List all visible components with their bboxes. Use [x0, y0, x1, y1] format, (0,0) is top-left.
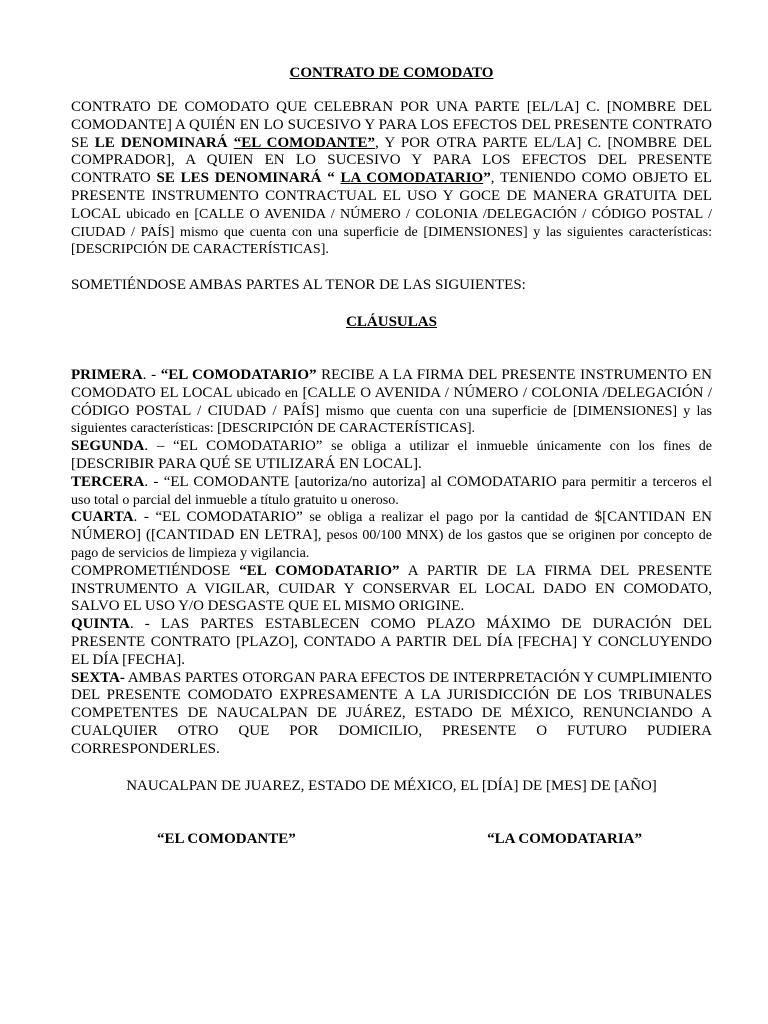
clause-bold: “EL COMODATARIO” — [239, 562, 400, 579]
signature-comodante: “EL COMODANTE” — [157, 830, 296, 847]
clause-text: . – “EL COMODATARIO” — [144, 438, 332, 455]
document-title: CONTRATO DE COMODATO — [289, 65, 494, 81]
clause-small: pesos 00/100 MNX) de los gastos que se originen por concepto de pago de servicios de limpieza y vigilancia. — [71, 528, 712, 561]
clause-bold: “EL COMODATARIO” — [160, 366, 317, 383]
signature-comodataria: “LA COMODATARIA” — [487, 830, 642, 847]
intro-bold-1: LE DENOMINARÁ — [94, 134, 228, 151]
clause-segunda — [71, 438, 712, 474]
intro-quote-open: “ — [327, 170, 341, 187]
clause-text: [CALLE O AVENIDA / NÚMERO / COLONIA /DELEGACIÓN / CÓDIGO POSTAL / CIUDAD / PAÍS] — [71, 384, 712, 419]
clause-small: mismo que cuenta con una superficie de [DIMENSIONES] y las siguientes características: [DESCRIPCIÓN DE CARACTERÍSTICAS]. — [71, 403, 713, 437]
clause-small: se obliga a utilizar el inmueble únicamente con los fines de — [331, 439, 712, 455]
clause-text: [DESCRIBIR PARA QUÉ SE UTILIZARÁ EN LOCAL]. — [71, 455, 422, 472]
clause-text: . - “EL COMODANTE [autoriza/no autoriza] al COMODATARIO — [144, 473, 562, 490]
clause-quinta — [71, 616, 712, 669]
intro-small-1: ubicado en [CALLE O AVENIDA / NÚMERO / COLONIA /DELEGACIÓN / CÓDIGO POSTAL / CIUDAD / PAÍS] mismo que cuenta con una superficie de [DIMENSIONES] y las siguientes características: [DESCRIPCIÓN DE CARACTERÍSTICAS]. — [71, 206, 712, 258]
intro-bold-comodante: “EL COMODANTE” — [233, 134, 375, 151]
clause-label: SEXTA- — [71, 669, 125, 686]
clause-primera — [71, 367, 712, 438]
intro-text-3: , Y POR OTRA PARTE EL/LA] C. [NOMBRE DEL COMPRADOR], A QUIEN EN LO SUCESIVO Y PARA LOS EFECTOS DEL PRESENTE CONTRATO — [71, 134, 712, 187]
clause-small: ubicado en — [236, 385, 299, 401]
clause-label: SEGUNDA — [71, 438, 145, 455]
clause-text: AMBAS PARTES OTORGAN PARA EFECTOS DE INTERPRETACIÓN Y CUMPLIMIENTO DEL PRESENTE COMODATO EXPRESAMENTE A LA JURISDICCIÓN DE LOS TRIBUNALES COMPETENTES DE NAUCALPAN DE JUÁREZ, ESTADO DE MÉXICO, RENUNCIANDO A CUALQUIER OTRO QUE POR DOMICILIO, PRESENTE O FUTURO PUDIERA CORRESPONDERLES. — [71, 669, 712, 757]
intro-bold-3: SE LES DENOMINARÁ — [156, 170, 322, 187]
clause-text: . - “EL COMODATARIO” — [133, 509, 310, 526]
intro-text-1: CONTRATO DE COMODATO QUE CELEBRAN POR UNA PARTE [EL/LA] C. [NOMBRE DEL COMODANTE] A QUIÉN EN LO SUCESIVO Y PARA LOS EFECTOS DEL PRESENTE CONTRATO SE — [71, 99, 712, 151]
intro-bold-comodatario: LA COMODATARIO — [340, 170, 484, 187]
intro-quote-close: ” — [483, 170, 491, 187]
clause-text: COMPROMETIÉNDOSE — [71, 562, 240, 579]
clause-label: QUINTA — [71, 616, 130, 633]
clause-tercera — [71, 474, 712, 510]
submission-line: SOMETIÉNDOSE AMBAS PARTES AL TENOR DE LAS SIGUIENTES: — [71, 277, 526, 294]
clause-cuarta — [71, 509, 712, 562]
clause-label: CUARTA — [71, 509, 134, 526]
intro-paragraph — [71, 99, 712, 259]
clause-label: TERCERA — [71, 473, 145, 490]
clause-label: PRIMERA — [71, 366, 143, 383]
clause-text: $[CANTIDAN EN NÚMERO] ([CANTIDAD EN LETRA], — [71, 509, 712, 544]
clause-text: A PARTIR DE LA FIRMA DEL PRESENTE INSTRUMENTO A VIGILAR, CUIDAR Y CONSERVAR EL LOCAL DADO EN COMODATO, SALVO EL USO Y/O DESGASTE QUE EL MISMO ORIGINE. — [71, 562, 712, 615]
clause-sexta — [71, 670, 712, 759]
clause-text: . - — [142, 366, 161, 383]
clause-text: RECIBE A LA FIRMA DEL PRESENTE INSTRUMENTO EN COMODATO EL LOCAL — [71, 366, 713, 401]
clause-text: . - LAS PARTES ESTABLECEN COMO PLAZO MÁXIMO DE DURACIÓN DEL PRESENTE CONTRATO [PLAZO], CONTADO A PARTIR DEL DÍA [FECHA] Y CONCLUYENDO EL DÍA [FECHA]. — [71, 616, 712, 668]
signature-row — [71, 830, 712, 848]
clausulas-heading: CLÁUSULAS — [346, 313, 437, 330]
place-date-line: NAUCALPAN DE JUAREZ, ESTADO DE MÉXICO, EL [DÍA] DE [MES] DE [AÑO] — [126, 777, 657, 794]
clause-small: para permitir a terceros el uso total o parcial del inmueble a título gratuito u oneroso. — [71, 474, 712, 508]
intro-text-5: , TENIENDO COMO OBJETO EL PRESENTE INSTRUMENTO CONTRACTUAL EL USO Y GOCE DE MANERA GRATUITA DEL LOCAL — [71, 170, 713, 222]
commitment-paragraph — [71, 563, 712, 616]
clause-small: se obliga a realizar el pago por la cantidad de — [309, 510, 588, 526]
